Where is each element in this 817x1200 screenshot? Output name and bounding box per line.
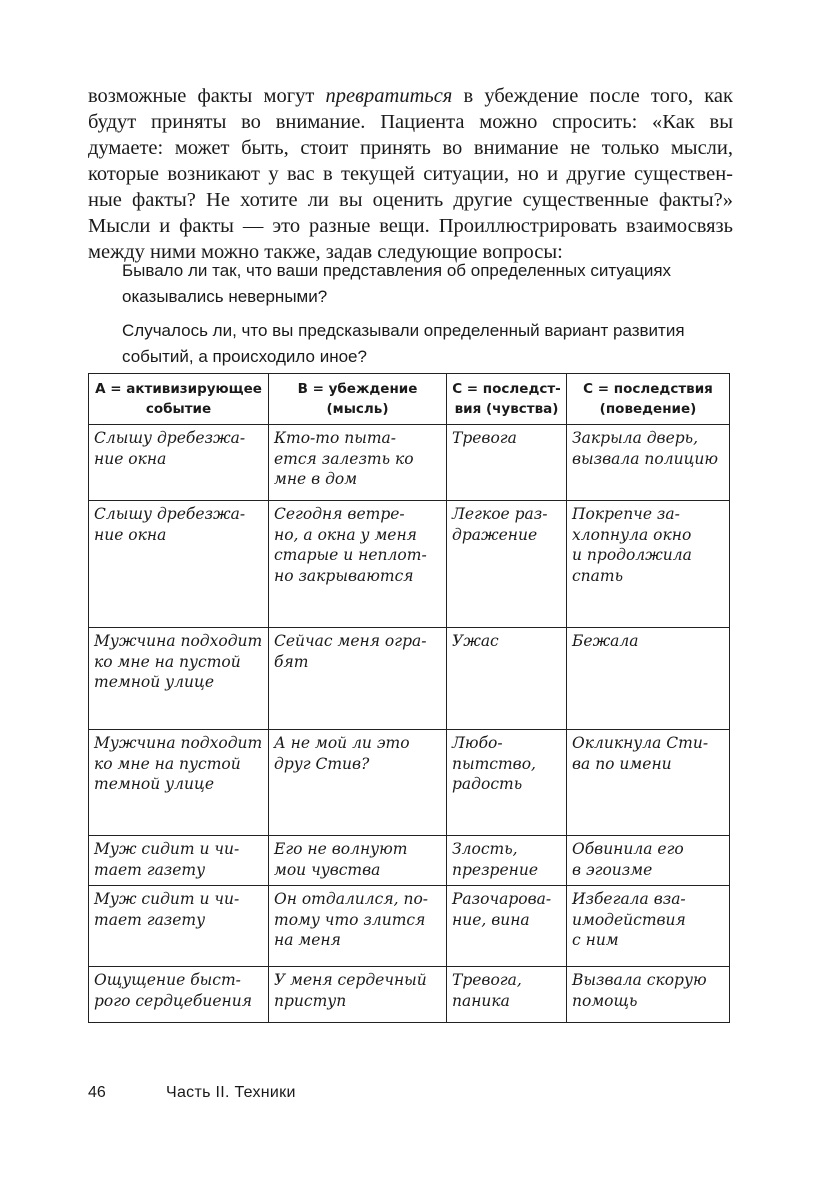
cell-event: Мужчина подходит ко мне на пустой темной улице <box>89 628 269 730</box>
cell-event: Муж сидит и чи- тает газету <box>89 886 269 967</box>
cell-belief: Кто-то пыта- ется залезть ко мне в дом <box>269 425 447 501</box>
header-activating-event: A = активизирующее событие <box>89 374 269 425</box>
question-list <box>122 258 737 378</box>
paragraph-line: будут приняты во внимание. Пациента можно спросить: «Как вы <box>88 111 733 133</box>
cell-belief: У меня сердечный приступ <box>269 967 447 1023</box>
body-paragraph <box>88 83 733 265</box>
cell-belief: Его не волнуют мои чувства <box>269 836 447 886</box>
table-row <box>89 501 730 628</box>
paragraph-line: возможные факты могут превратиться в убеждение после того, как <box>88 85 733 107</box>
paragraph-line: ные факты? Не хотите ли вы оценить другие существенные факты?» <box>88 189 733 211</box>
cell-event: Ощущение быст- рого сердцебиения <box>89 967 269 1023</box>
cell-feeling: Тревога <box>447 425 567 501</box>
cell-event: Муж сидит и чи- тает газету <box>89 836 269 886</box>
paragraph-line: Мысли и факты — это разные вещи. Проиллюстрировать взаимосвязь <box>88 215 733 237</box>
table-row <box>89 425 730 501</box>
question-line: оказывались неверными? <box>122 287 328 306</box>
cell-behavior: Избегала вза- имодействия с ним <box>567 886 730 967</box>
table-row <box>89 730 730 836</box>
cell-event: Мужчина подходит ко мне на пустой темной улице <box>89 730 269 836</box>
table-row <box>89 628 730 730</box>
cell-belief: Сегодня ветре- но, а окна у меня старые и неплот- но закрываются <box>269 501 447 628</box>
cell-feeling: Любо- пытство, радость <box>447 730 567 836</box>
cell-belief: А не мой ли это друг Стив? <box>269 730 447 836</box>
question-item <box>122 258 737 310</box>
paragraph-line: которые возникают у вас в текущей ситуации, но и другие существен- <box>88 163 733 185</box>
cell-feeling: Тревога, паника <box>447 967 567 1023</box>
question-line: Бывало ли так, что ваши представления об определенных ситуациях <box>122 261 672 280</box>
cell-feeling: Ужас <box>447 628 567 730</box>
cell-behavior: Покрепче за- хлопнула окно и продолжила спать <box>567 501 730 628</box>
paragraph-line: думаете: может быть, стоит принять во внимание не только мысли, <box>88 137 733 159</box>
cell-feeling: Злость, презрение <box>447 836 567 886</box>
cell-feeling: Легкое раз- дражение <box>447 501 567 628</box>
question-line: событий, а происходило иное? <box>122 347 367 366</box>
emphasized-word: превратиться <box>325 85 453 107</box>
header-consequence-behavior: C = последствия (поведение) <box>567 374 730 425</box>
cell-event: Слышу дребезжа- ние окна <box>89 425 269 501</box>
table-row <box>89 836 730 886</box>
cell-behavior: Бежала <box>567 628 730 730</box>
page-number: 46 <box>88 1084 106 1101</box>
question-item <box>122 318 737 370</box>
table-row <box>89 967 730 1023</box>
running-title: Часть II. Техники <box>166 1084 296 1101</box>
cell-feeling: Разочарова- ние, вина <box>447 886 567 967</box>
cell-belief: Сейчас меня огра- бят <box>269 628 447 730</box>
cell-belief: Он отдалился, по- тому что злится на меня <box>269 886 447 967</box>
paragraph-line: между ними можно также, задав следующие вопросы: <box>88 241 563 263</box>
header-belief: B = убеждение (мысль) <box>269 374 447 425</box>
cell-behavior: Вызвала скорую помощь <box>567 967 730 1023</box>
question-line: Случалось ли, что вы предсказывали определенный вариант развития <box>122 321 685 340</box>
cell-event: Слышу дребезжа- ние окна <box>89 501 269 628</box>
table-header-row <box>89 374 730 425</box>
cell-behavior: Закрыла дверь, вызвала полицию <box>567 425 730 501</box>
table-row <box>89 886 730 967</box>
header-consequence-feelings: C = последст- вия (чувства) <box>447 374 567 425</box>
abc-table <box>88 373 730 1023</box>
cell-behavior: Окликнула Сти- ва по имени <box>567 730 730 836</box>
cell-behavior: Обвинила его в эгоизме <box>567 836 730 886</box>
